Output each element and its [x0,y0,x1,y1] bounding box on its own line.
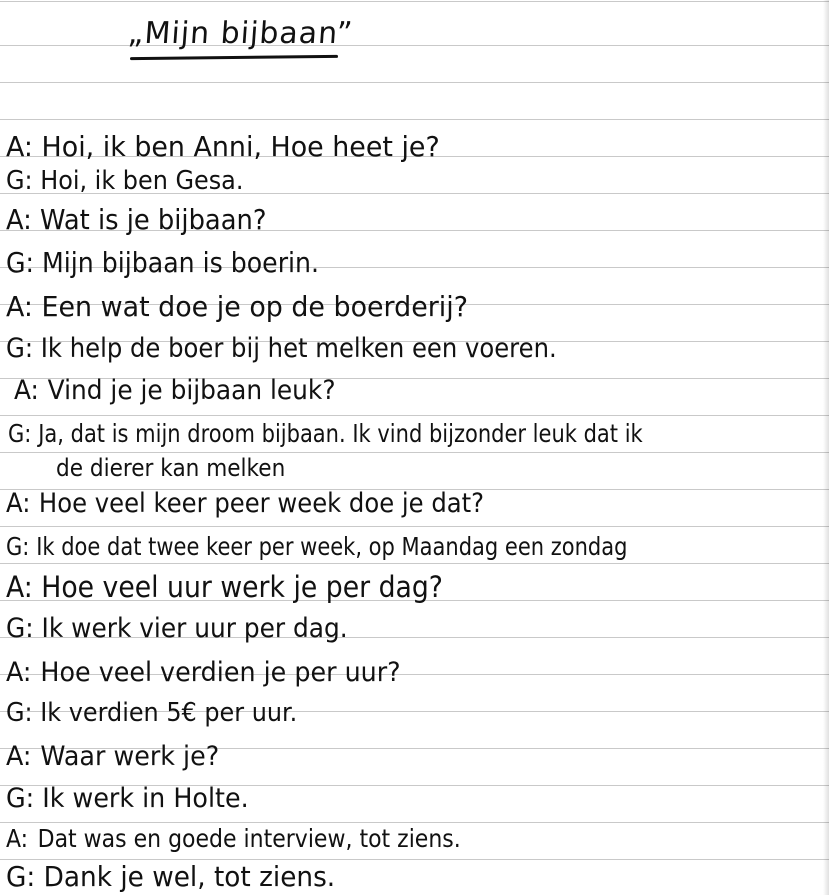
line-text: Hoe veel verdien je per uur? [40,657,401,688]
speaker-label: A: [6,203,32,236]
line-text: Hoe veel keer peer week doe je dat? [38,488,485,519]
speaker-label: G: [8,419,32,448]
line-text: Ik werk in Holte. [42,783,249,814]
speaker-label: A: [6,290,33,323]
speaker-label: A: [6,130,33,163]
line-text: Wat is je bijbaan? [40,203,267,236]
dialogue-line [14,374,336,408]
page-edge-shadow [823,0,829,895]
speaker-label: G: [6,333,34,364]
speaker-label: G: [6,246,35,279]
dialogue-line [6,570,443,604]
line-text: Hoi, ik ben Gesa. [40,166,244,196]
line-text: Ik werk vier uur per dag. [41,613,348,644]
line-text: Ik verdien 5€ per uur. [40,698,298,728]
speaker-label: G: [6,698,33,728]
line-text: Waar werk je? [40,741,220,772]
title-underline [130,55,338,60]
line-text: Vind je je bijbaan leuk? [47,375,336,406]
dialogue-line [6,332,557,366]
speaker-label: A: [6,657,32,688]
speaker-label: A: [6,741,32,772]
dialogue-line [6,290,468,324]
line-text: Mijn bijbaan is boerin. [42,246,320,279]
line-text: de dierer kan melken [56,454,286,482]
dialogue-line [56,451,285,485]
dialogue-line [6,530,627,564]
dialogue-line [6,612,348,646]
line-text: Ik doe dat twee keer per week, op Maandag een zondag [36,532,628,561]
dialogue-line [6,656,401,690]
line-text: Ik help de boer bij het melken een voeren. [40,333,557,364]
dialogue-line [6,860,335,894]
line-text: Dat was en goede interview, tot ziens. [37,824,461,853]
dialogue-line [6,740,219,774]
speaker-label: G: [6,613,34,644]
dialogue-line [8,417,643,451]
line-text: Een wat doe je op de boerderij? [41,290,468,323]
line-text: Hoe veel uur werk je per dag? [41,570,443,604]
dialogue-line [6,164,243,198]
speaker-label: G: [6,532,30,561]
page-title: „Mijn bijbaan” [126,16,355,51]
dialogue-line [6,246,319,280]
speaker-label: A: [6,570,33,604]
dialogue-line [6,203,267,237]
speaker-label: G: [6,860,36,893]
speaker-label: A: [6,824,29,853]
line-text: Hoi, ik ben Anni, Hoe heet je? [41,130,440,163]
dialogue-line [6,487,484,521]
dialogue-line [6,696,297,730]
dialogue-line [6,782,249,816]
speaker-label: G: [6,783,35,814]
line-text: Ja, dat is mijn droom bijbaan. Ik vind bijzonder leuk dat ik [38,419,643,448]
speaker-label: G: [6,166,33,196]
speaker-label: A: [6,488,31,519]
line-text: Dank je wel, tot ziens. [43,860,336,893]
dialogue-line [6,822,461,856]
dialogue-line [6,130,440,164]
speaker-label: A: [14,375,39,406]
